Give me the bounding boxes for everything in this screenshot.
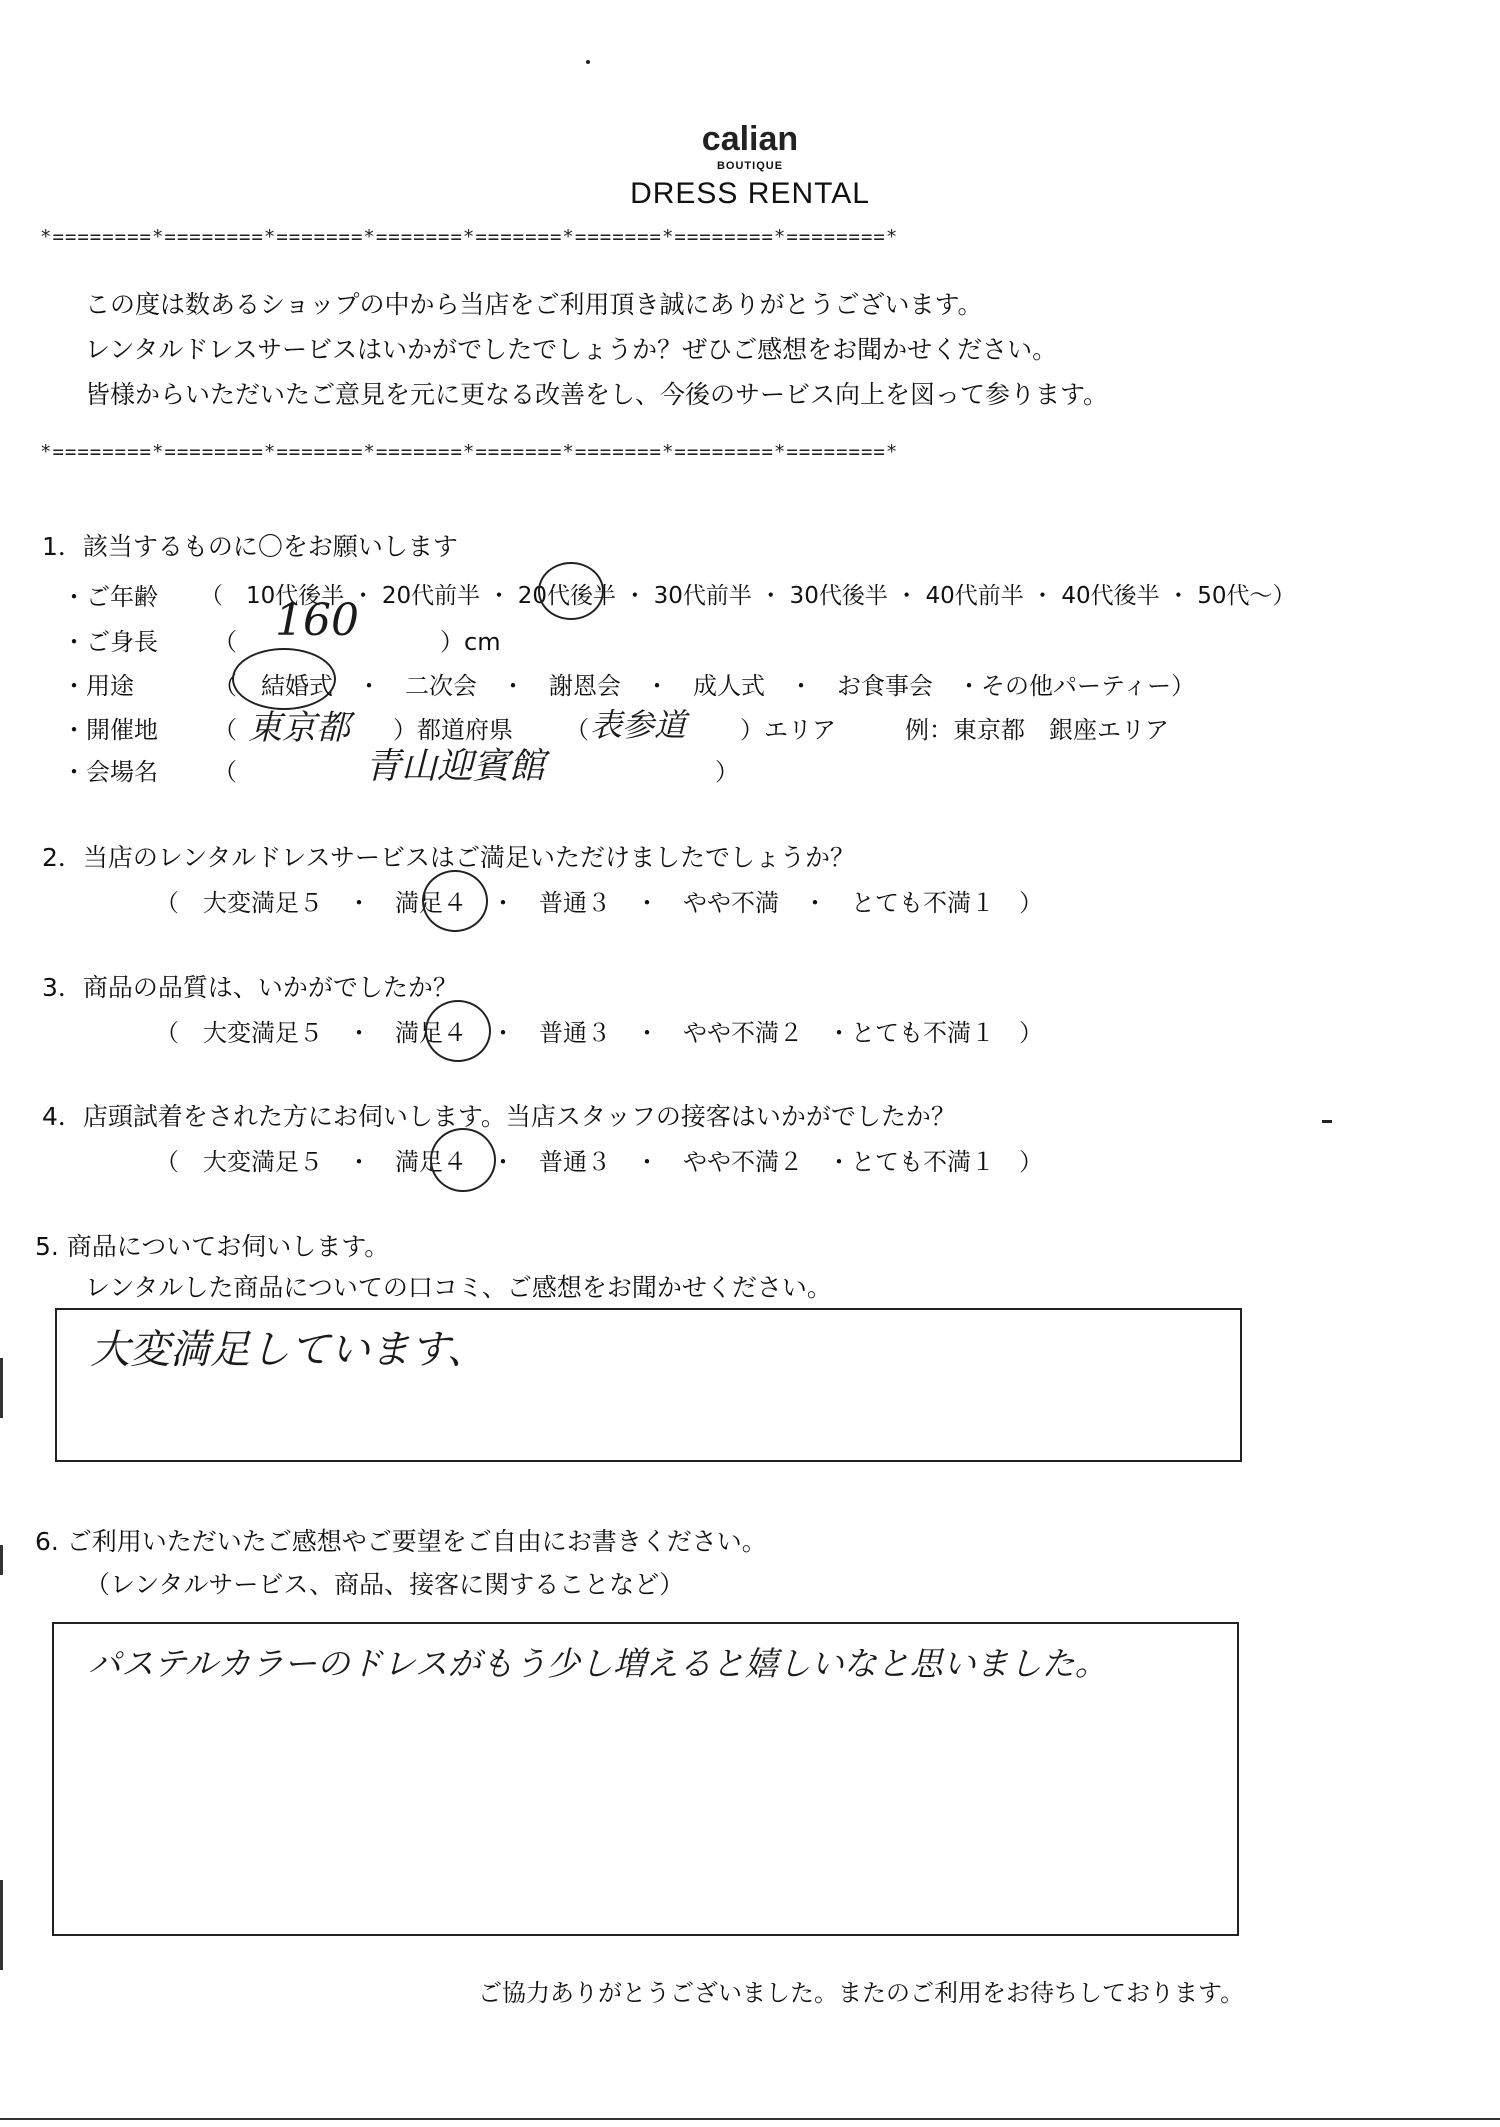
q1-title: 1．該当するものに〇をお願いします bbox=[42, 532, 458, 561]
scan-edge-left-3 bbox=[0, 1880, 3, 1970]
area-suffix: ）エリア bbox=[740, 716, 836, 744]
prefecture-value: 東京都 bbox=[248, 708, 350, 748]
q3-title: 3．商品の品質は、いかがでしたか？ bbox=[42, 973, 458, 1002]
q2-title: 2．当店のレンタルドレスサービスはご満足いただけましたでしょうか？ bbox=[42, 843, 856, 872]
height-value: 160 bbox=[275, 595, 359, 646]
q6-title: 6. ご利用いただいたご感想やご要望をご自由にお書きください。 bbox=[35, 1527, 767, 1556]
intro-line-3: 皆様からいただいたご意見を元に更なる改善をし、今後のサービス向上を図って参ります。 bbox=[85, 380, 1109, 409]
age-label: ・ご年齢 bbox=[62, 583, 158, 611]
scan-edge-left-1 bbox=[0, 1358, 3, 1418]
height-open: （ bbox=[213, 628, 237, 656]
brand-name: calian bbox=[701, 120, 799, 158]
q5-subtitle: レンタルした商品についての口コミ、ご感想をお聞かせください。 bbox=[85, 1273, 832, 1302]
prefecture-suffix: ）都道府県 bbox=[393, 716, 513, 744]
q5-title: 5. 商品についてお伺いします。 bbox=[35, 1232, 390, 1261]
separator-bottom: *========*========*=======*=======*=======*=======*========*========* bbox=[40, 441, 899, 463]
brand-title: DRESS RENTAL bbox=[630, 177, 870, 210]
height-label: ・ご身長 bbox=[62, 628, 158, 656]
area-value: 表参道 bbox=[590, 706, 687, 744]
intro-line-2: レンタルドレスサービスはいかがでしたでしょうか？ぜひご感想をお聞かせください。 bbox=[85, 335, 1058, 364]
q2-options: （ 大変満足５ ・ 満足４ ・ 普通３ ・ やや不満 ・ とても不満１ ） bbox=[155, 889, 1043, 917]
age-options: （ 10代後半 ・ 20代前半 ・ 20代後半 ・ 30代前半 ・ 30代後半 ・ 40代前半 ・ 40代後半 ・ 50代～） bbox=[200, 583, 1296, 609]
venue-name-open: （ bbox=[213, 758, 237, 786]
purpose-options: （ 結婚式 ・ 二次会 ・ 謝恩会 ・ 成人式 ・ お食事会 ・その他パーティー） bbox=[213, 672, 1196, 700]
scan-edge-bottom bbox=[0, 2118, 1500, 2120]
q6-subtitle: （レンタルサービス、商品、接客に関することなど） bbox=[85, 1570, 685, 1599]
prefecture-open: （ bbox=[213, 716, 237, 744]
intro-line-1: この度は数あるショップの中から当店をご利用頂き誠にありがとうございます。 bbox=[85, 290, 983, 319]
q6-answer: パステルカラーのドレスがもう少し増えると嬉しいなと思いました。 bbox=[88, 1644, 1108, 1683]
age-selection-circle bbox=[538, 562, 604, 620]
brand-sub: BOUTIQUE bbox=[716, 160, 784, 172]
separator-top: *========*========*=======*=======*=======*=======*========*========* bbox=[40, 226, 899, 248]
venue-name-value: 青山迎賓館 bbox=[365, 746, 546, 787]
purpose-label: ・用途 bbox=[62, 672, 134, 700]
area-example: 例：東京都 銀座エリア bbox=[905, 716, 1169, 744]
q5-answer: 大変満足しています、 bbox=[90, 1327, 487, 1373]
venue-area-label: ・開催地 bbox=[62, 716, 158, 744]
height-unit: ）cm bbox=[440, 628, 501, 656]
q3-options: （ 大変満足５ ・ 満足４ ・ 普通３ ・ やや不満２ ・とても不満１ ） bbox=[155, 1019, 1043, 1047]
area-open: （ bbox=[565, 716, 589, 744]
q3-selection-circle bbox=[425, 1000, 491, 1062]
q4-selection-circle bbox=[430, 1128, 496, 1192]
venue-name-close: ） bbox=[715, 758, 739, 786]
q4-title: 4．店頭試着をされた方にお伺いします。当店スタッフの接客はいかがでしたか？ bbox=[42, 1102, 956, 1131]
footer-thanks: ご協力ありがとうございました。またのご利用をお待ちしております。 bbox=[478, 1979, 1245, 2007]
scan-edge-left-2 bbox=[0, 1545, 3, 1575]
q4-options: （ 大変満足５ ・ 満足４ ・ 普通３ ・ やや不満２ ・とても不満１ ） bbox=[155, 1148, 1043, 1176]
scan-mark bbox=[1322, 1120, 1332, 1123]
venue-name-label: ・会場名 bbox=[62, 758, 158, 786]
q2-selection-circle bbox=[422, 870, 488, 932]
scan-dot bbox=[586, 60, 590, 64]
